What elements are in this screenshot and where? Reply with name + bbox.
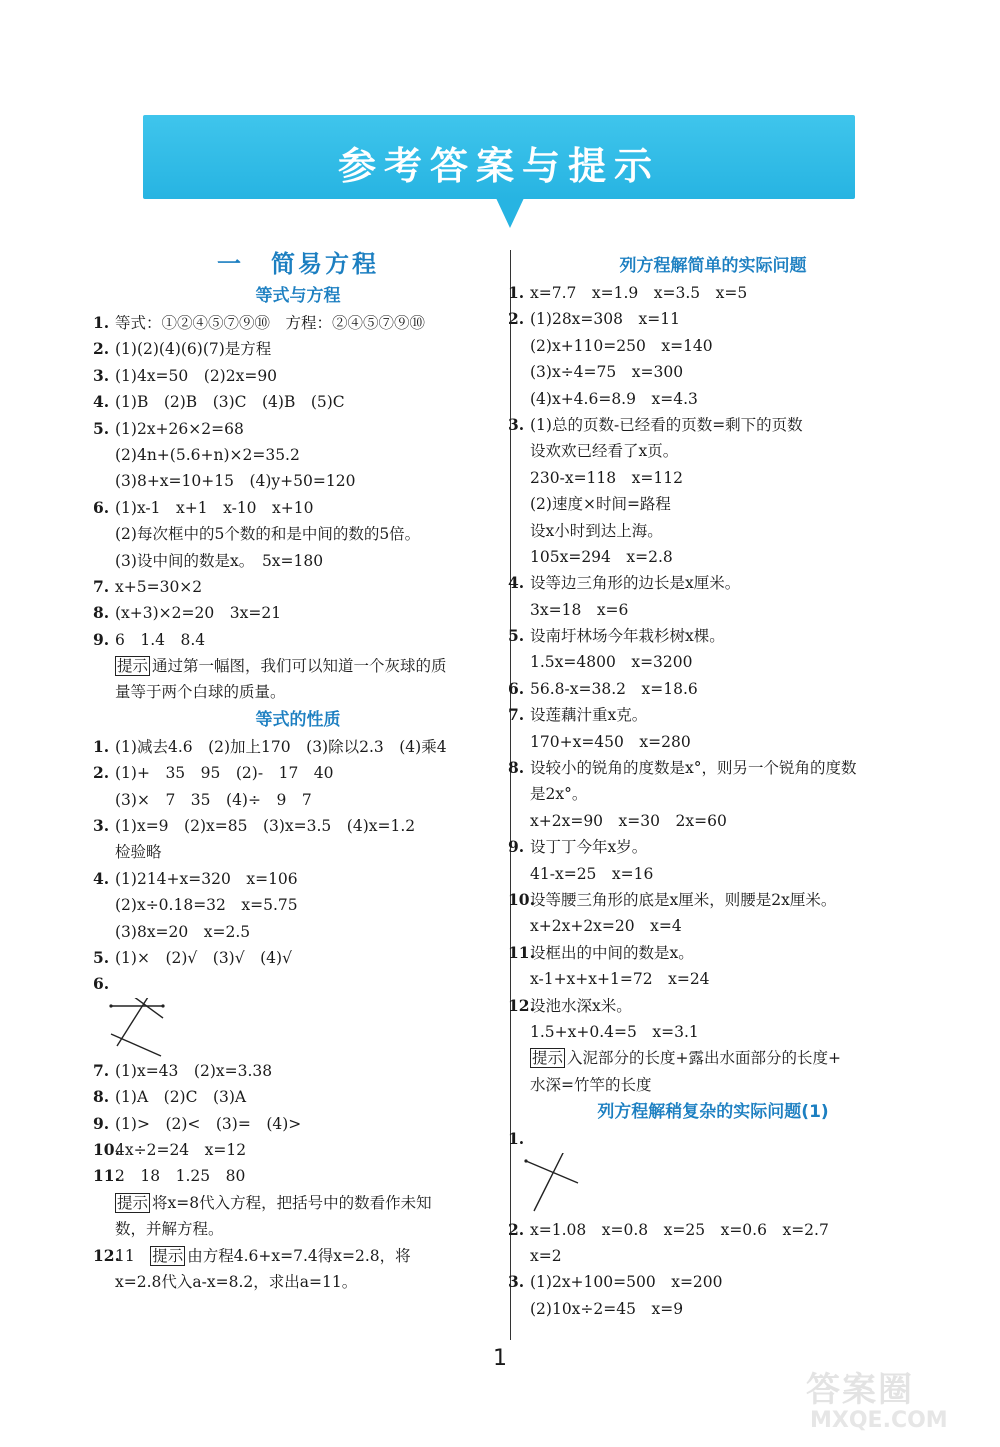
hint-line: 水深=竹竿的长度 <box>530 1075 652 1094</box>
answer-line: 检验略 <box>115 843 162 862</box>
answer-text: (1)2x+26×2=68 <box>115 419 244 438</box>
watermark <box>800 1360 990 1440</box>
answer-line <box>93 734 503 760</box>
item-number: 3. <box>93 816 110 836</box>
answer-text: x=7.7 x=1.9 x=3.5 x=5 <box>530 284 748 302</box>
answer-line: x+2x+2x=20 x=4 <box>530 917 682 936</box>
answer-line: (3)8x=20 x=2.5 <box>115 922 251 941</box>
section-title: 等式的性质 <box>255 709 341 730</box>
answer-text: (1)4x=50 (2)2x=90 <box>115 366 278 385</box>
item-number: 9. <box>508 837 525 857</box>
parallel-lines-diagram <box>522 1153 592 1217</box>
answer-line: (2)速度×时间=路程 <box>530 495 671 514</box>
page-number: 1 <box>493 1346 507 1371</box>
item-number: 5. <box>508 626 525 646</box>
answer-line: 1.5+x+0.4=5 x=3.1 <box>530 1022 699 1041</box>
watermark-url: MXQE.COM <box>810 1408 948 1433</box>
section-title: 列方程解简单的实际问题 <box>619 256 807 276</box>
banner-notch <box>496 198 524 228</box>
answer-text: (1)x=9 (2)x=85 (3)x=3.5 (4)x=1.2 <box>115 817 416 836</box>
item-number: 8. <box>93 603 110 623</box>
item-number: 8. <box>508 758 525 778</box>
answer-text: 设框出的中间的数是x。 <box>530 943 694 962</box>
answer-line <box>93 1111 503 1137</box>
answer-text: (1)× (2)√ (3)√ (4)√ <box>115 948 292 967</box>
item-number: 2. <box>508 1219 525 1239</box>
item-number: 3. <box>508 1272 525 1292</box>
item-number: 1. <box>508 1129 525 1149</box>
answer-line <box>508 755 918 781</box>
hint-line: x=2.8代入a-x=8.2，求出a=11。 <box>115 1272 358 1291</box>
item-number: 5. <box>93 947 110 967</box>
answer-line <box>93 363 503 389</box>
answer-text: 4x÷2=24 x=12 <box>115 1140 247 1159</box>
answer-text: 等式：①②④⑤⑦⑨⑩ 方程：②④⑤⑦⑨⑩ <box>115 314 426 332</box>
item-number: 5. <box>93 418 110 438</box>
answer-line: (3)x÷4=75 x=300 <box>530 363 684 382</box>
answer-text: (1)2x+100=500 x=200 <box>530 1273 723 1292</box>
answer-line <box>508 623 918 649</box>
answer-text: 设等腰三角形的底是x厘米，则腰是2x厘米。 <box>530 890 837 909</box>
item-number: 9. <box>93 629 110 649</box>
hint-line <box>93 653 503 679</box>
title-banner <box>143 115 855 199</box>
right-column <box>508 252 918 1322</box>
answer-line: (2)x÷0.18=32 x=5.75 <box>115 896 298 915</box>
answer-line <box>93 495 503 521</box>
answer-text: (x+3)×2=20 3x=21 <box>115 604 282 623</box>
answer-text: x=1.08 x=0.8 x=25 x=0.6 x=2.7 <box>530 1220 829 1239</box>
answer-line <box>508 993 918 1019</box>
answer-line <box>93 389 503 415</box>
answer-text: (1)x=43 (2)x=3.38 <box>115 1061 273 1080</box>
answer-text: (1)减去4.6 (2)加上170 (3)除以2.3 (4)乘4 <box>115 737 447 756</box>
answer-line: (2)每次框中的5个数的和是中间的数的5倍。 <box>115 525 421 544</box>
answer-text: (1)A (2)C (3)A <box>115 1088 247 1107</box>
hint-line: 量等于两个白球的质量。 <box>115 683 286 702</box>
answer-line <box>93 1137 503 1163</box>
answer-text: (1)x-1 x+1 x-10 x+10 <box>115 498 314 517</box>
answer-text: (1)214+x=320 x=106 <box>115 869 298 888</box>
item-number: 12. <box>93 1245 120 1265</box>
item-number: 10. <box>508 889 535 909</box>
chapter-title: 一 简易方程 <box>217 250 379 278</box>
answer-line <box>508 887 918 913</box>
answer-text: 设南圩林场今年栽杉树x棵。 <box>530 627 725 646</box>
hint-text: 由方程4.6+x=7.4得x=2.8，将 <box>187 1246 411 1265</box>
answer-line: (4)x+4.6=8.9 x=4.3 <box>530 389 698 408</box>
answer-text: (1)B (2)B (3)C (4)B (5)C <box>115 393 345 412</box>
answer-line <box>93 760 503 786</box>
answer-line <box>93 416 503 442</box>
answer-line <box>508 676 918 702</box>
item-number: 6. <box>93 974 110 994</box>
item-number: 4. <box>508 573 525 593</box>
answer-line <box>93 600 503 626</box>
answer-text: (1)> (2)< (3)= (4)> <box>115 1114 302 1133</box>
crossing-lines-diagram <box>107 998 177 1058</box>
answer-line <box>93 1163 503 1189</box>
answer-line: x=2 <box>530 1246 562 1265</box>
answer-line <box>93 627 503 653</box>
item-number: 4. <box>93 868 110 888</box>
item-number: 1. <box>508 283 525 302</box>
answer-line: (2)x+110=250 x=140 <box>530 336 713 355</box>
item-number: 2. <box>93 339 110 359</box>
line-diagram <box>93 998 503 1058</box>
answer-line: 3x=18 x=6 <box>530 600 629 619</box>
answer-text: 2 18 1.25 80 <box>115 1167 246 1186</box>
answer-line: x-1+x+x+1=72 x=24 <box>530 970 710 989</box>
answer-line <box>508 412 918 438</box>
answer-line: (3)× 7 35 (4)÷ 9 7 <box>115 790 312 809</box>
answer-line <box>93 1084 503 1110</box>
hint-line: 数，并解方程。 <box>115 1220 224 1239</box>
answer-text: 56.8-x=38.2 x=18.6 <box>530 679 698 698</box>
item-number: 1. <box>93 736 110 756</box>
item-number: 1. <box>93 313 110 332</box>
answer-line <box>93 336 503 362</box>
item-number: 2. <box>508 309 525 329</box>
hint-line <box>93 1190 503 1216</box>
answer-line <box>93 971 503 997</box>
item-number: 6. <box>93 497 110 517</box>
page-title: 参考答案与提示 <box>337 144 660 188</box>
hint-text: 将x=8代入方程，把括号中的数看作未知 <box>152 1193 432 1212</box>
answer-text: 设较小的锐角的度数是x°，则另一个锐角的度数 <box>530 759 857 778</box>
section-title: 列方程解稍复杂的实际问题(1) <box>597 1102 829 1123</box>
hint-line <box>508 1045 918 1071</box>
answer-line: 设x小时到达上海。 <box>530 521 663 540</box>
left-column <box>93 246 503 1295</box>
answer-line <box>508 1269 918 1295</box>
answer-text: 设莲藕汁重x克。 <box>530 706 648 725</box>
answer-text: (1)(2)(4)(6)(7)是方程 <box>115 340 272 359</box>
answer-line <box>93 574 503 600</box>
line-diagram <box>508 1153 918 1217</box>
answer-line <box>508 306 918 332</box>
item-number: 8. <box>93 1087 110 1107</box>
answer-line: (3)8+x=10+15 (4)y+50=120 <box>115 472 356 491</box>
answer-line: (3)设中间的数是x。 5x=180 <box>115 551 324 570</box>
answer-line <box>93 866 503 892</box>
answer-line <box>93 1058 503 1084</box>
item-number: 11. <box>508 942 535 962</box>
hint-text: 入泥部分的长度+露出水面部分的长度+ <box>567 1049 841 1068</box>
answer-line: 41-x=25 x=16 <box>530 864 654 883</box>
item-number: 4. <box>93 392 110 412</box>
item-number: 7. <box>93 576 110 596</box>
answer-line <box>93 813 503 839</box>
watermark-logo: 答案圈 <box>806 1370 914 1410</box>
item-number: 3. <box>508 414 525 434</box>
section-title: 等式与方程 <box>255 286 341 306</box>
answer-line <box>508 570 918 596</box>
answer-line: (2)10x÷2=45 x=9 <box>530 1299 684 1318</box>
answer-line <box>508 1217 918 1243</box>
answer-line: 是2x°。 <box>530 785 588 804</box>
item-number: 7. <box>93 1060 110 1080</box>
item-number: 11. <box>93 1166 120 1186</box>
answer-text: (1)28x=308 x=11 <box>530 310 680 329</box>
hint-label: 提示 <box>152 1246 184 1265</box>
answer-text: (1)总的页数-已经看的页数=剩下的页数 <box>530 415 803 434</box>
answer-line: 1.5x=4800 x=3200 <box>530 653 693 672</box>
item-number: 6. <box>508 678 525 698</box>
answer-line <box>93 310 503 336</box>
answer-line: (2)4n+(5.6+n)×2=35.2 <box>115 445 300 464</box>
item-number: 12. <box>508 995 535 1015</box>
answer-text: 6 1.4 8.4 <box>115 630 206 649</box>
answer-line <box>508 1126 918 1152</box>
answer-text: 设丁丁今年x岁。 <box>530 838 648 857</box>
item-number: 7. <box>508 705 525 725</box>
answer-line <box>508 280 918 306</box>
answer-line: 设欢欢已经看了x页。 <box>530 442 679 461</box>
answer-line: 230-x=118 x=112 <box>530 468 683 487</box>
item-number: 3. <box>93 365 110 385</box>
answer-line: 170+x=450 x=280 <box>530 732 691 751</box>
answer-text: 设等边三角形的边长是x厘米。 <box>530 574 741 593</box>
hint-label: 提示 <box>532 1049 564 1068</box>
answer-text: x+5=30×2 <box>115 577 203 596</box>
item-number: 10. <box>93 1139 120 1159</box>
answer-line <box>508 702 918 728</box>
answer-line <box>93 945 503 971</box>
hint-label: 提示 <box>117 1193 149 1212</box>
answer-line <box>508 834 918 860</box>
answer-line: x+2x=90 x=30 2x=60 <box>530 811 727 830</box>
answer-line <box>508 940 918 966</box>
hint-label: 提示 <box>117 657 149 676</box>
answer-line <box>93 1243 503 1269</box>
answer-text: 设池水深x米。 <box>530 996 632 1015</box>
item-number: 2. <box>93 763 110 783</box>
answer-text: 11 <box>115 1246 151 1265</box>
item-number: 9. <box>93 1113 110 1133</box>
answer-text: (1)+ 35 95 (2)- 17 40 <box>115 764 334 783</box>
hint-text: 通过第一幅图，我们可以知道一个灰球的质 <box>152 657 447 676</box>
answer-line: 105x=294 x=2.8 <box>530 547 673 566</box>
